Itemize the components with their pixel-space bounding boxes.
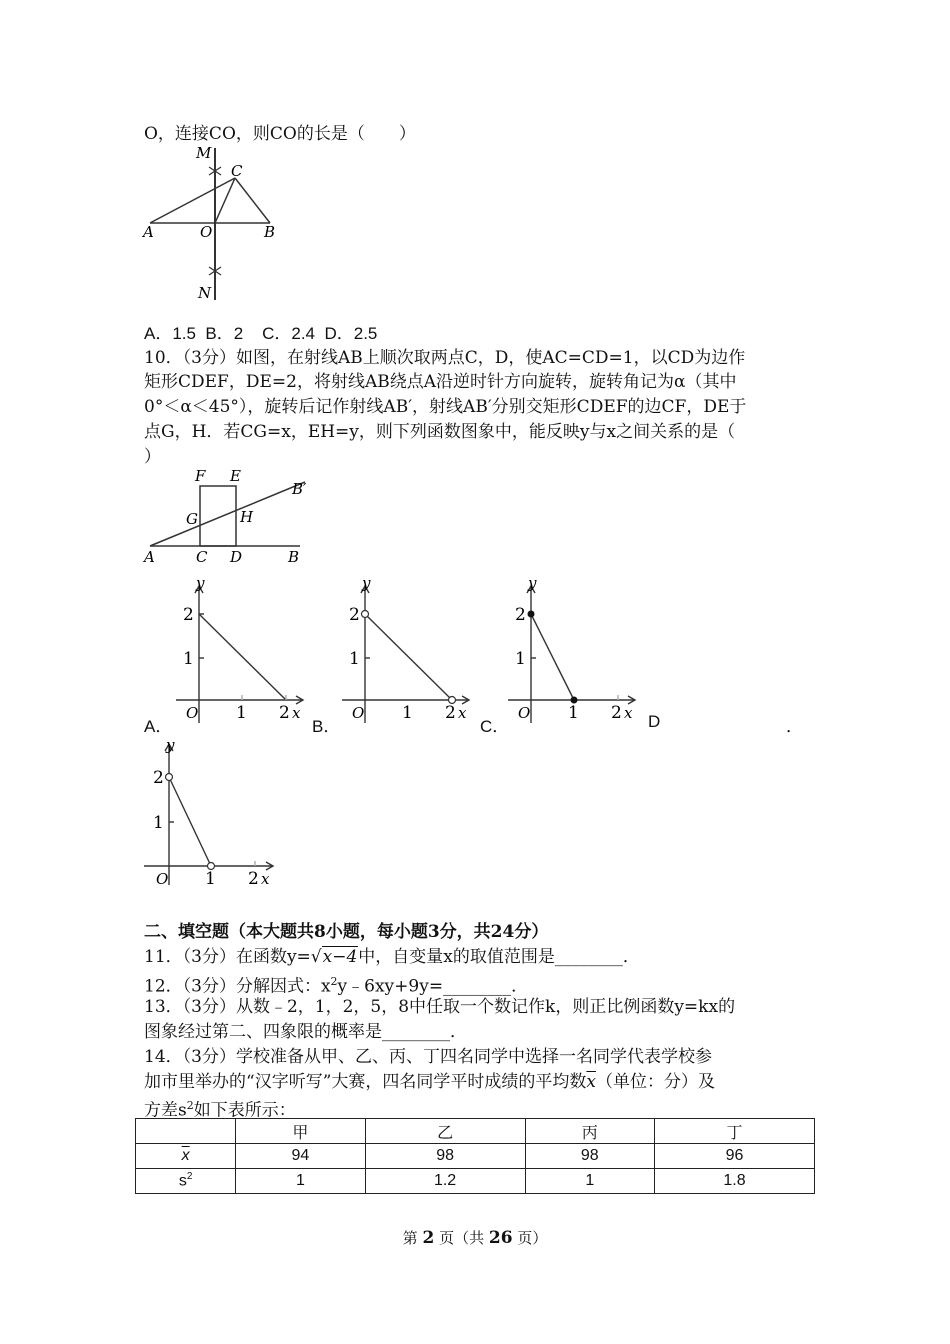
footer-suffix: 页） bbox=[517, 1229, 548, 1247]
table-header-row bbox=[136, 1119, 815, 1144]
table-cell: 96 bbox=[654, 1144, 814, 1169]
tick-2: 2 bbox=[515, 605, 526, 625]
sqrt-sign: √ bbox=[310, 947, 322, 967]
table-cell: 98 bbox=[365, 1144, 525, 1169]
q14-line-3-prefix: 方差s bbox=[144, 1100, 187, 1121]
variance-sup: 2 bbox=[186, 1171, 193, 1183]
label-F: F bbox=[195, 468, 206, 485]
q14-line-3-sup: 2 bbox=[186, 1099, 194, 1112]
tick-x1: 1 bbox=[568, 703, 579, 723]
tick-x1: 1 bbox=[205, 869, 216, 889]
label-H: H bbox=[240, 508, 254, 526]
option-d-label: D bbox=[648, 712, 661, 731]
origin: O bbox=[518, 704, 531, 722]
label-O: O bbox=[200, 223, 213, 241]
tick-x1: 1 bbox=[402, 703, 413, 723]
tick-2: 2 bbox=[349, 605, 360, 625]
graph-option-c bbox=[500, 578, 640, 728]
table-row bbox=[136, 1144, 815, 1169]
table-header-cell: 甲 bbox=[236, 1119, 365, 1144]
label-B-prime: B′ bbox=[292, 480, 307, 498]
mean-symbol: $\overline{x}$ bbox=[181, 1147, 190, 1164]
q13-line-2: 图象经过第二、四象限的概率是________． bbox=[144, 1022, 467, 1042]
q9-text: O，连接CO，则CO的长是（ ） bbox=[144, 124, 416, 144]
table-cell: 1.2 bbox=[365, 1169, 525, 1194]
tick-x2: 2 bbox=[248, 869, 259, 889]
q10-line-4: 点G，H．若CG=x，EH=y，则下列函数图象中，能反映y与x之间关系的是（ bbox=[144, 422, 736, 442]
origin: O bbox=[352, 704, 365, 722]
q10-figure bbox=[140, 468, 320, 568]
axis-x: x bbox=[624, 704, 633, 722]
table-row-label bbox=[136, 1169, 236, 1194]
q14-xbar: $\overline{x}$ bbox=[586, 1072, 596, 1092]
axis-x: x bbox=[458, 704, 467, 722]
q12-suffix: y﹣6xy+9y=________． bbox=[337, 976, 529, 997]
q14-line-1: 14．（3分）学校准备从甲、乙、丙、丁四名同学中选择一名同学代表学校参 bbox=[144, 1047, 712, 1067]
tick-1: 1 bbox=[153, 813, 164, 833]
score-table bbox=[135, 1118, 815, 1194]
q14-line-3-suffix: 如下表所示： bbox=[193, 1100, 296, 1121]
origin: O bbox=[186, 704, 199, 722]
graph-option-a bbox=[168, 578, 308, 728]
axis-x: x bbox=[261, 870, 270, 888]
q13-line-1: 13．（3分）从数﹣2，1，2，5，8中任取一个数记作k，则正比例函数y=kx的 bbox=[144, 997, 736, 1017]
tick-1: 1 bbox=[515, 649, 526, 669]
label-D: D bbox=[230, 548, 243, 566]
graph-option-b bbox=[334, 578, 474, 728]
axis-y: y bbox=[196, 578, 205, 592]
q11 bbox=[144, 945, 640, 969]
footer-middle: 页（共 bbox=[439, 1229, 485, 1247]
label-B: B bbox=[288, 548, 300, 566]
footer-total: 26 bbox=[488, 1228, 513, 1248]
tick-x1: 1 bbox=[236, 703, 247, 723]
table-row bbox=[136, 1169, 815, 1194]
option-a-label: A． bbox=[144, 717, 173, 736]
axis-x: x bbox=[292, 704, 301, 722]
q10-line-5: ） bbox=[144, 447, 161, 467]
tick-1: 1 bbox=[349, 649, 360, 669]
option-c-label: C． bbox=[480, 717, 510, 736]
label-E: E bbox=[230, 468, 241, 485]
origin: O bbox=[156, 870, 169, 888]
tick-x2: 2 bbox=[611, 703, 622, 723]
q11-prefix: 11．（3分）在函数y= bbox=[144, 947, 311, 967]
axis-y: y bbox=[528, 578, 537, 592]
tick-2: 2 bbox=[153, 768, 164, 788]
label-C: C bbox=[196, 548, 208, 566]
q14-line-2-tail: （单位：分）及 bbox=[595, 1072, 715, 1092]
table-header-cell: 丁 bbox=[654, 1119, 814, 1144]
label-A: A bbox=[143, 223, 154, 241]
label-N: N bbox=[198, 284, 212, 302]
option-d-dot: ． bbox=[786, 717, 803, 736]
footer-page: 2 bbox=[422, 1228, 435, 1248]
graph-option-d bbox=[140, 740, 280, 890]
table-header-cell bbox=[136, 1119, 236, 1144]
label-G: G bbox=[186, 510, 198, 528]
table-header-cell: 丙 bbox=[525, 1119, 654, 1144]
tick-1: 1 bbox=[183, 649, 194, 669]
axis-y: y bbox=[362, 578, 371, 592]
q14-line-2 bbox=[144, 1070, 715, 1094]
label-B: B bbox=[264, 223, 276, 241]
footer-prefix: 第 bbox=[402, 1229, 418, 1247]
axis-y: y bbox=[166, 740, 175, 754]
table-cell: 1.8 bbox=[654, 1169, 814, 1194]
page-footer bbox=[0, 1227, 950, 1248]
q10-line-2: 矩形CDEF，DE=2，将射线AB绕点A沿逆时针方向旋转，旋转角记为α（其中 bbox=[144, 372, 737, 392]
q11-suffix: 中，自变量x的取值范围是________． bbox=[358, 947, 640, 967]
section-heading: 二、填空题（本大题共8小题，每小题3分，共24分） bbox=[144, 922, 549, 942]
q12-sup: 2 bbox=[330, 975, 338, 988]
variance-symbol: s bbox=[178, 1172, 187, 1190]
label-C: C bbox=[231, 162, 243, 180]
table-cell: 1 bbox=[525, 1169, 654, 1194]
table-header-cell: 乙 bbox=[365, 1119, 525, 1144]
q9-options: A．1.5 B．2 C．2.4 D．2.5 bbox=[144, 324, 378, 343]
q10-line-1: 10．（3分）如图，在射线AB上顺次取两点C，D，使AC=CD=1，以CD为边作 bbox=[144, 348, 746, 368]
label-M: M bbox=[196, 144, 212, 162]
table-cell: 1 bbox=[236, 1169, 365, 1194]
q9-figure bbox=[140, 140, 290, 305]
q10-line-3: 0°＜α＜45°），旋转后记作射线AB′，射线AB′分别交矩形CDEF的边CF，DE于 bbox=[144, 397, 747, 417]
tick-2: 2 bbox=[183, 605, 194, 625]
tick-x2: 2 bbox=[279, 703, 290, 723]
tick-x2: 2 bbox=[445, 703, 456, 723]
table-cell: 98 bbox=[525, 1144, 654, 1169]
q12-prefix: 12．（3分）分解因式：x bbox=[144, 976, 331, 997]
table-row-label bbox=[136, 1144, 236, 1169]
q14-line-2-text: 加市里举办的“汉字听写”大赛，四名同学平时成绩的平均数 bbox=[144, 1072, 587, 1092]
table-cell: 94 bbox=[236, 1144, 365, 1169]
label-A: A bbox=[144, 548, 155, 566]
q11-radicand: x−4 bbox=[322, 947, 358, 967]
option-b-label: B． bbox=[312, 717, 341, 736]
